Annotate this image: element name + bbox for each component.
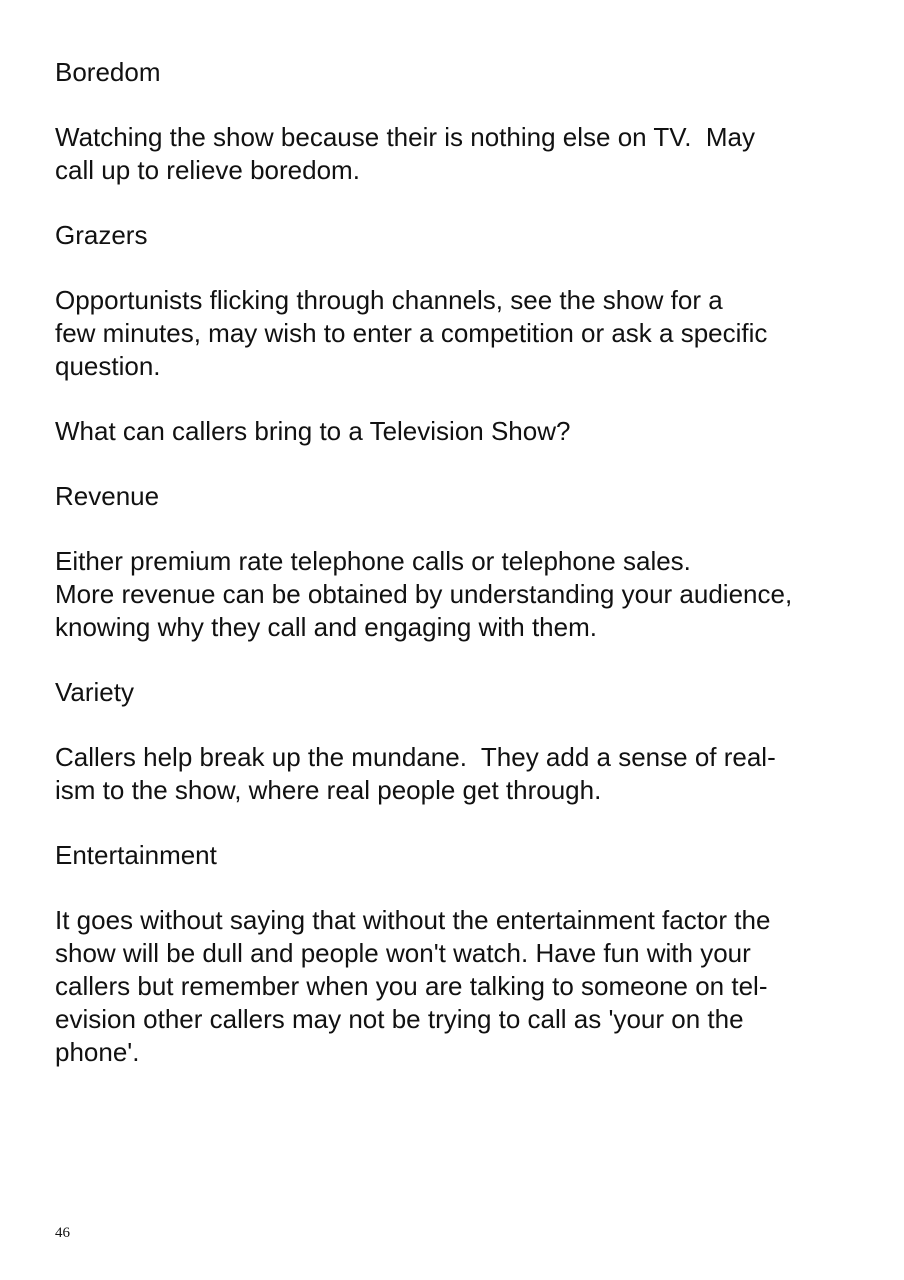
text-line: Either premium rate telephone calls or telephone sales.: [55, 546, 691, 576]
body-paragraph: [55, 741, 855, 807]
text-line: question.: [55, 351, 161, 381]
section-heading: [55, 480, 855, 513]
text-line: Boredom: [55, 57, 161, 87]
text-line: Grazers: [55, 220, 148, 250]
text-line: callers but remember when you are talking to someone on tel-: [55, 971, 768, 1001]
paragraph-spacer: [55, 383, 855, 415]
text-line: show will be dull and people won't watch. Have fun with your: [55, 938, 751, 968]
paragraph-spacer: [55, 513, 855, 545]
text-line: Variety: [55, 677, 134, 707]
text-line: evision other callers may not be trying to call as 'your on the: [55, 1004, 744, 1034]
text-line: Watching the show because their is nothing else on TV. May: [55, 122, 755, 152]
section-heading: [55, 56, 855, 89]
text-line: few minutes, may wish to enter a competition or ask a specific: [55, 318, 768, 348]
text-line: What can callers bring to a Television Show?: [55, 416, 571, 446]
text-line: knowing why they call and engaging with them.: [55, 612, 597, 642]
text-line: phone'.: [55, 1037, 140, 1067]
text-line: It goes without saying that without the entertainment factor the: [55, 905, 771, 935]
paragraph-spacer: [55, 89, 855, 121]
section-heading: [55, 839, 855, 872]
paragraph-spacer: [55, 807, 855, 839]
text-line: Callers help break up the mundane. They add a sense of real-: [55, 742, 776, 772]
body-paragraph: [55, 545, 855, 644]
text-line: More revenue can be obtained by understanding your audience,: [55, 579, 793, 609]
text-line: Opportunists flicking through channels, see the show for a: [55, 285, 723, 315]
text-line: ism to the show, where real people get through.: [55, 775, 602, 805]
paragraph-spacer: [55, 187, 855, 219]
body-paragraph: [55, 904, 855, 1069]
body-paragraph: [55, 121, 855, 187]
section-heading: [55, 219, 855, 252]
paragraph-spacer: [55, 448, 855, 480]
paragraph-spacer: [55, 252, 855, 284]
text-line: Revenue: [55, 481, 160, 511]
paragraph-spacer: [55, 709, 855, 741]
body-paragraph: [55, 284, 855, 383]
paragraph-spacer: [55, 644, 855, 676]
text-line: Entertainment: [55, 840, 217, 870]
section-heading: [55, 415, 855, 448]
text-line: call up to relieve boredom.: [55, 155, 360, 185]
page-body: [55, 56, 855, 1069]
section-heading: [55, 676, 855, 709]
page-number: 46: [55, 1225, 70, 1241]
paragraph-spacer: [55, 872, 855, 904]
